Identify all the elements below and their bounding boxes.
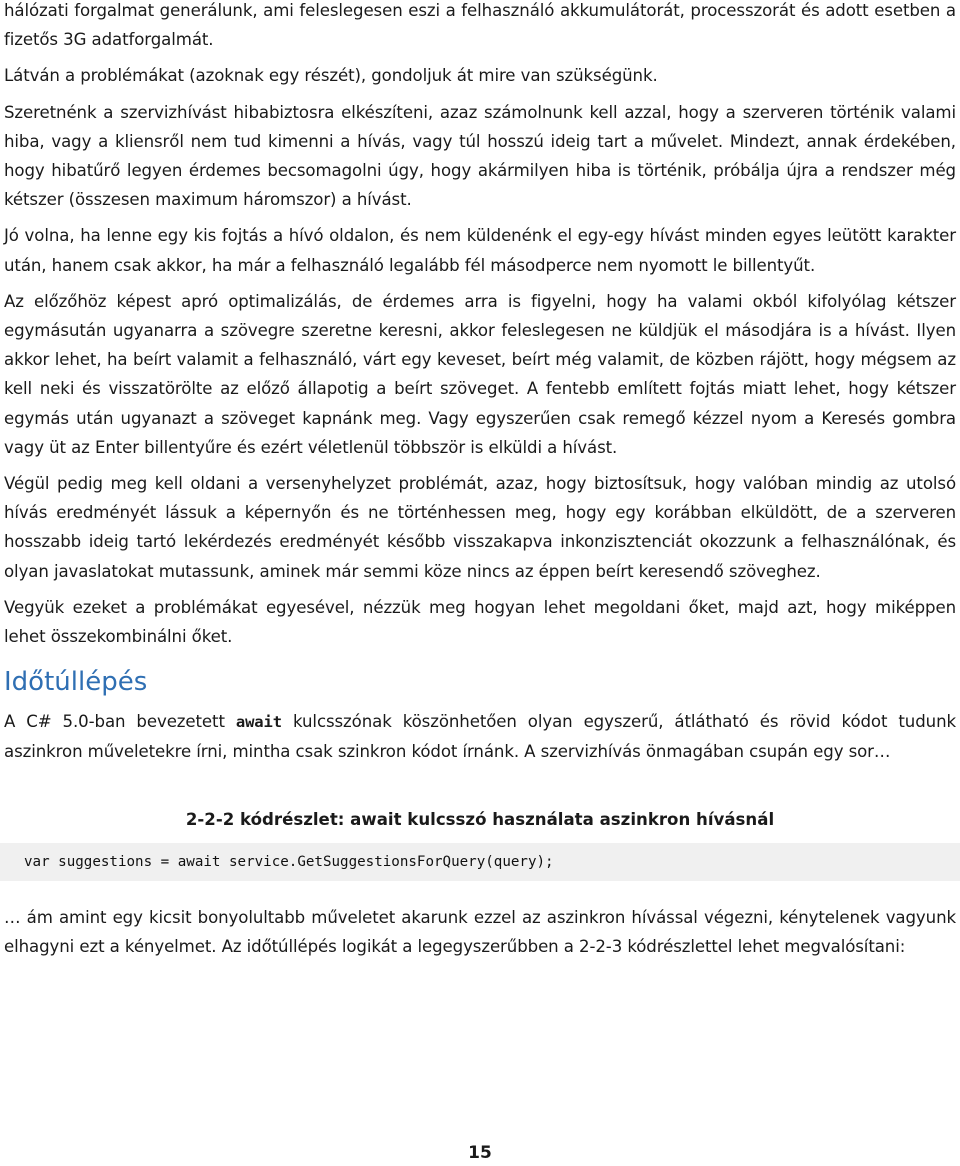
- paragraph-throttling: Jó volna, ha lenne egy kis fojtás a hívó oldalon, és nem küldenénk el egy-egy hívást minden egyes leütött karakter után, hanem csak akkor, ha már a felhasználó legalább fél másodperce nem nyomott le billentyűt.: [4, 226, 956, 275]
- document-page: [4, 0, 956, 968]
- paragraph-closing: … ám amint egy kicsit bonyolultabb műveletet akarunk ezzel az aszinkron hívással végezni, kénytelenek vagyunk elhagyni ezt a kényelmet. Az időtúllépés logikát a legegyszerűbben a 2-2-3 kódrészlettel lehet megvalósítani:: [4, 907, 956, 956]
- paragraph-combine: Vegyük ezeket a problémákat egyesével, nézzük meg hogyan lehet megoldani őket, majd azt, hogy miképpen lehet összekombinálni őket.: [4, 597, 956, 647]
- paragraph-fault-tolerance: Szeretnénk a szervizhívást hibabiztosra elkészíteni, azaz számolnunk kell azzal, hogy a szerveren történik valami hiba, vagy a kliensről nem tud kimenni a hívás, vagy túl hosszú ideig tart a művelet. Mindezt, annak érdekében, hogy hibatűrő legyen érdemes becsomagolni úgy, hogy akármilyen hiba is történik, próbálja újra a rendszer még kétszer (összesen maximum háromszor) a hívást.: [4, 102, 956, 210]
- paragraph-problems-intro: Látván a problémákat (azoknak egy részét), gondoljuk át mire van szükségünk.: [4, 66, 658, 86]
- inline-code-keyword: await: [235, 713, 283, 732]
- section-heading: Időtúllépés: [4, 667, 148, 698]
- paragraph-duplicate-calls: Az előzőhöz képest apró optimalizálás, de érdemes arra is figyelni, hogy ha valami okból kifolyólag kétszer egymásután ugyanarra a szövegre szeretne keresni, akkor feleslegesen ne küldjük el másodjára is a hívást. Ilyen akkor lehet, ha beírt valamit a felhasználó, várt egy keveset, beírt még valamit, de közben rájött, hogy mégsem az kell neki és visszatörölte az előző állapotig a beírt szöveget. A fentebb említett fojtás miatt lehet, hogy kétszer egymás után ugyanazt a szöveget kapnánk meg. Vagy egyszerűen csak remegő kézzel nyom a Keresés gombra vagy üt az Enter billentyűre és ezért véletlenül többször is elküldi a hívást.: [4, 291, 956, 457]
- page-number: 15: [468, 1143, 492, 1163]
- code-caption: 2-2-2 kódrészlet: await kulcsszó használata aszinkron hívásnál: [185, 809, 775, 829]
- paragraph-race-condition: Végül pedig meg kell oldani a versenyhelyzet problémát, azaz, hogy biztosítsuk, hogy valóban mindig az utolsó hívás eredményét lássuk a képernyőn és ne történhessen meg, hogy egy korábban elküldött, de a szerveren hosszabb ideig tartó lekérdezés eredményét később visszakapva inkonzisztenciát okozzunk a felhasználónak, és olyan javaslatokat mutassunk, aminek már semmi köze nincs az éppen beírt keresendő szöveghez.: [4, 474, 956, 581]
- paragraph-network-traffic: hálózati forgalmat generálunk, ami feleslegesen eszi a felhasználó akkumulátorát, processzorát és adott esetben a fizetős 3G adatforgalmát.: [4, 1, 956, 50]
- code-block: var suggestions = await service.GetSuggestionsForQuery(query);: [0, 843, 960, 881]
- await-intro-after: kulcsszónak köszönhetően olyan egyszerű, átlátható és rövid kódot tudunk aszinkron műveletekre írni, mintha csak szinkron kódot írnánk. A szervizhívás önmagában csupán egy sor…: [4, 712, 956, 762]
- paragraph-await-intro: [4, 707, 956, 766]
- await-intro-before: A C# 5.0-ban bevezetett: [4, 712, 236, 732]
